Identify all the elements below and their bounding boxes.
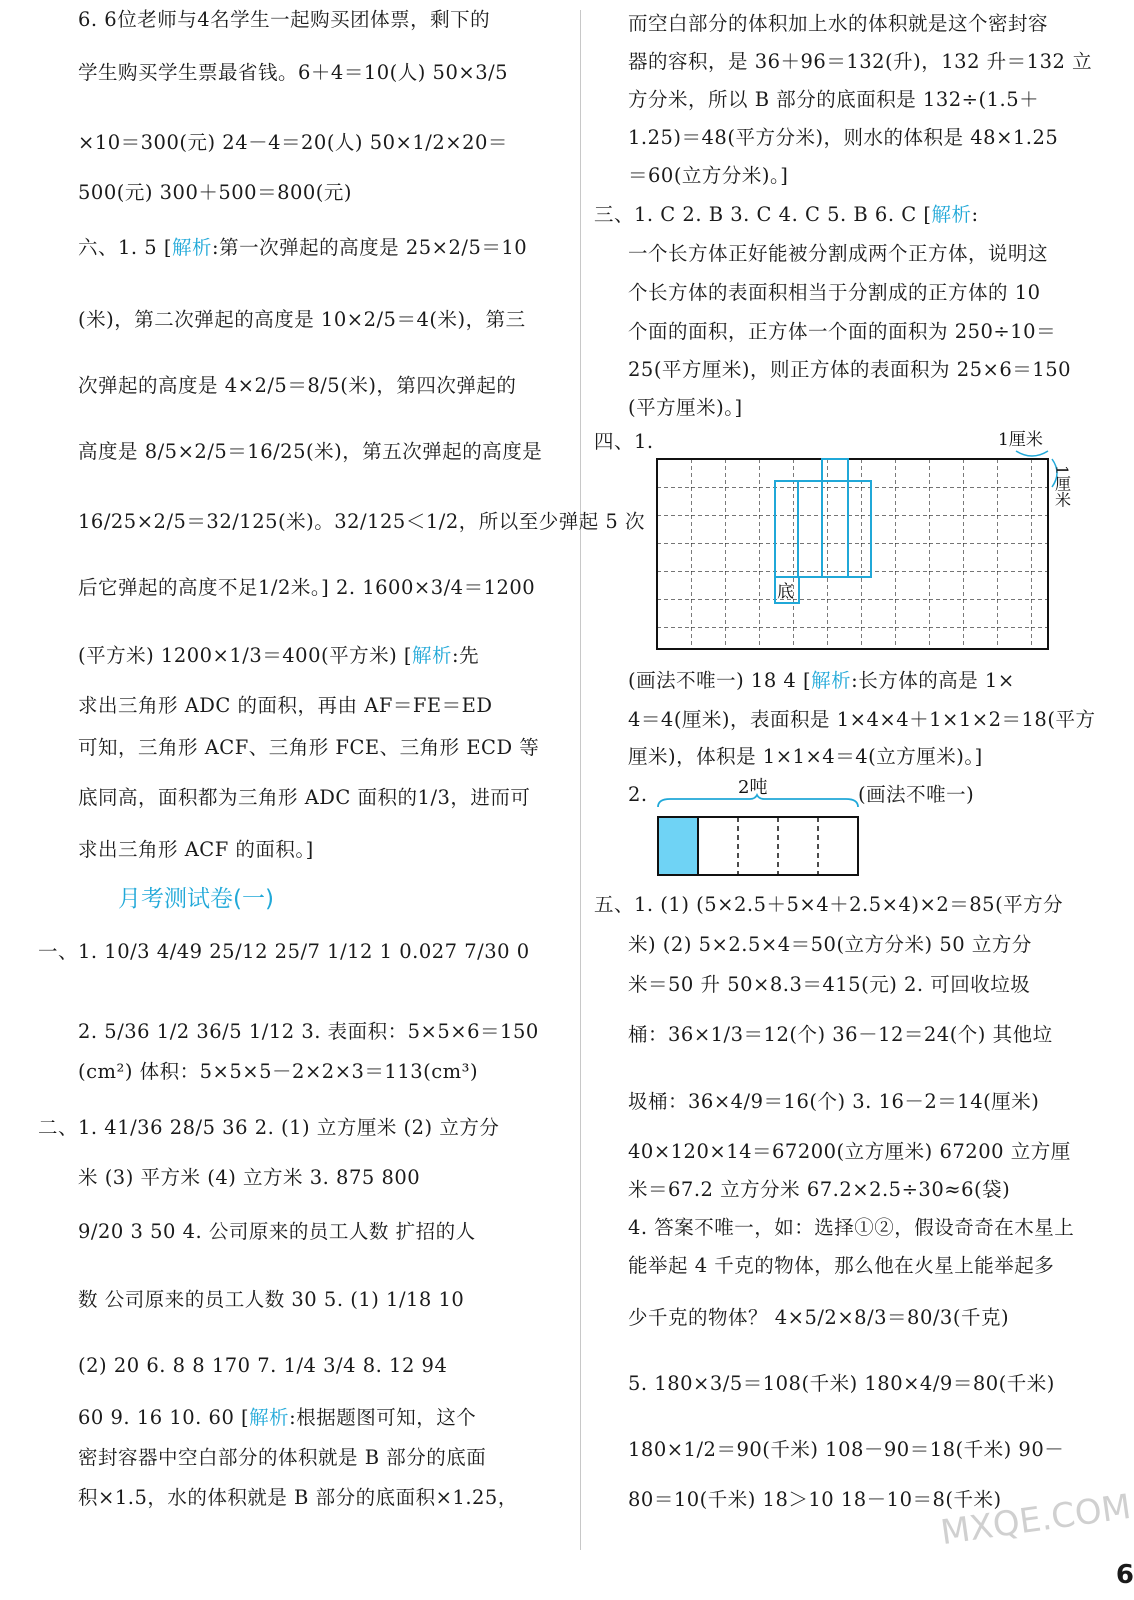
text-line: 方分米，所以 B 部分的底面积是 132÷(1.5＋ [628,88,1040,111]
text-line: 米) (2) 5×2.5×4＝50(立方分米) 50 立方分 [628,933,1032,956]
text-line: (米)，第二次弹起的高度是 10×2/5＝4(米)，第三 [78,308,526,331]
text-line: 80＝10(千米) 18＞10 18－10＝8(千米) [628,1488,1002,1511]
text-line: 次弹起的高度是 4×2/5＝8/5(米)，第四次弹起的 [78,374,517,397]
bar-brace [658,795,858,807]
grid-diagram [600,425,1134,665]
text-line: 四、1. [594,430,654,453]
text-line: 180×1/2＝90(千米) 108－90＝18(千米) 90－ [628,1438,1065,1461]
unit-label-side: 1厘米 [1052,465,1072,508]
section-title: 月考测试卷(一) [118,886,274,912]
text-line: 1.25)＝48(平方分米)，则水的体积是 48×1.25 [628,126,1059,149]
text-line: ＝60(立方分米)。] [628,164,789,187]
text-line: 16/25×2/5＝32/125(米)。32/125＜1/2，所以至少弹起 5 次 [78,510,646,533]
text-line: 三、1. C 2. B 3. C 4. C 5. B 6. C [解析: [594,203,979,226]
analysis-tag: 解析 [172,236,213,259]
bar-shaded-part [658,817,698,875]
text-line: 25(平方厘米)，则正方体的表面积为 25×6＝150 [628,358,1072,381]
text-line: 积×1.5，水的体积就是 B 部分的底面积×1.25， [78,1486,518,1509]
text-line: 米 (3) 平方米 (4) 立方米 3. 875 800 [78,1166,421,1189]
text-line: 6. 6位老师与4名学生一起购买团体票，剩下的 [78,8,491,31]
text-line: 求出三角形 ADC 的面积，再由 AF＝FE＝ED [78,694,493,717]
analysis-tag: 解析 [249,1406,290,1429]
text-line: (画法不唯一) [858,783,975,806]
text-line: 五、1. (1) (5×2.5＋5×4＋2.5×4)×2＝85(平方分 [594,893,1064,916]
text-line: 圾桶：36×4/9＝16(个) 3. 16－2＝14(厘米) [628,1090,1040,1113]
text-line: 60 9. 16 10. 60 [解析:根据题图可知，这个 [78,1406,477,1429]
text-line: 个长方体的表面积相当于分割成的正方体的 10 [628,281,1041,304]
text-line: 高度是 8/5×2/5＝16/25(米)，第五次弹起的高度是 [78,440,543,463]
text-line: 底同高，面积都为三角形 ADC 面积的1/3，进而可 [78,786,531,809]
text-line: (2) 20 6. 8 8 170 7. 1/4 3/4 8. 12 94 [78,1354,448,1377]
analysis-tag: 解析 [811,669,852,692]
text-line: 厘米)，体积是 1×1×4＝4(立方厘米)。] [628,745,983,768]
text-line: 二、1. 41/36 28/5 36 2. (1) 立方厘米 (2) 立方分 [38,1116,500,1139]
text-line: 一、1. 10/3 4/49 25/12 25/7 1/12 1 0.027 7/30 0 [38,940,530,963]
bar-label: 2吨 [738,777,768,798]
column-divider [580,10,581,1550]
text-line: 500(元) 300＋500＝800(元) [78,181,353,204]
text-line: 2. [628,783,648,806]
unit-label-top: 1厘米 [998,430,1043,450]
grid-dashes [657,459,1048,649]
analysis-tag: 解析 [412,644,453,667]
text-line: 后它弹起的高度不足1/2米。] 2. 1600×3/4＝1200 [78,576,536,599]
text-line: 米＝67.2 立方分米 67.2×2.5÷30≈6(袋) [628,1178,1011,1201]
text-line: 器的容积，是 36＋96＝132(升)，132 升＝132 立 [628,50,1093,73]
text-line: 桶：36×1/3＝12(个) 36－12＝24(个) 其他垃 [628,1023,1053,1046]
text-line: 六、1. 5 [解析:第一次弹起的高度是 25×2/5＝10 [78,236,528,259]
text-line: 一个长方体正好能被分割成两个正方体，说明这 [628,242,1049,265]
analysis-tag: 解析 [931,203,972,226]
text-line: 求出三角形 ACF 的面积。] [78,838,314,861]
text-line: 4. 答案不唯一，如：选择①②，假设奇奇在木星上 [628,1216,1075,1239]
text-line: 40×120×14＝67200(立方厘米) 67200 立方厘 [628,1140,1071,1163]
text-line: 可知，三角形 ACF、三角形 FCE、三角形 ECD 等 [78,736,540,759]
text-line: (平方米) 1200×1/3＝400(平方米) [解析:先 [78,644,480,667]
watermark: MXQE.COM [938,1486,1134,1554]
unit-brace-top [1016,451,1048,456]
page-number: 6 [1115,1560,1134,1590]
text-line: 密封容器中空白部分的体积就是 B 部分的底面 [78,1446,487,1469]
base-label: 底 [777,582,794,602]
text-line: 数 公司原来的员工人数 30 5. (1) 1/18 10 [78,1288,465,1311]
text-line: ×10＝300(元) 24－4＝20(人) 50×1/2×20＝ [78,131,508,154]
text-line: 米＝50 升 50×8.3＝415(元) 2. 可回收垃圾 [628,973,1031,996]
text-line: 少千克的物体？ 4×5/2×8/3＝80/3(千克) [628,1306,1010,1329]
text-line: 9/20 3 50 4. 公司原来的员工人数 扩招的人 [78,1220,476,1243]
text-line: 个面的面积，正方体一个面的面积为 250÷10＝ [628,320,1057,343]
text-line: 而空白部分的体积加上水的体积就是这个密封容 [628,12,1049,35]
text-line: 学生购买学生票最省钱。6＋4＝10(人) 50×3/5 [78,61,509,84]
text-line: 5. 180×3/5＝108(千米) 180×4/9＝80(千米) [628,1372,1055,1395]
text-line: 能举起 4 千克的物体，那么他在火星上能举起多 [628,1254,1055,1277]
bar-diagram [650,775,870,880]
text-line: (平方厘米)。] [628,396,743,419]
text-line: 4＝4(厘米)，表面积是 1×4×4＋1×1×2＝18(平方 [628,708,1096,731]
text-line: 2. 5/36 1/2 36/5 1/12 3. 表面积：5×5×6＝150 [78,1020,539,1043]
text-line: (cm²) 体积：5×5×5－2×2×3＝113(cm³) [78,1060,479,1083]
text-line: (画法不唯一) 18 4 [解析:长方体的高是 1× [628,669,1015,692]
